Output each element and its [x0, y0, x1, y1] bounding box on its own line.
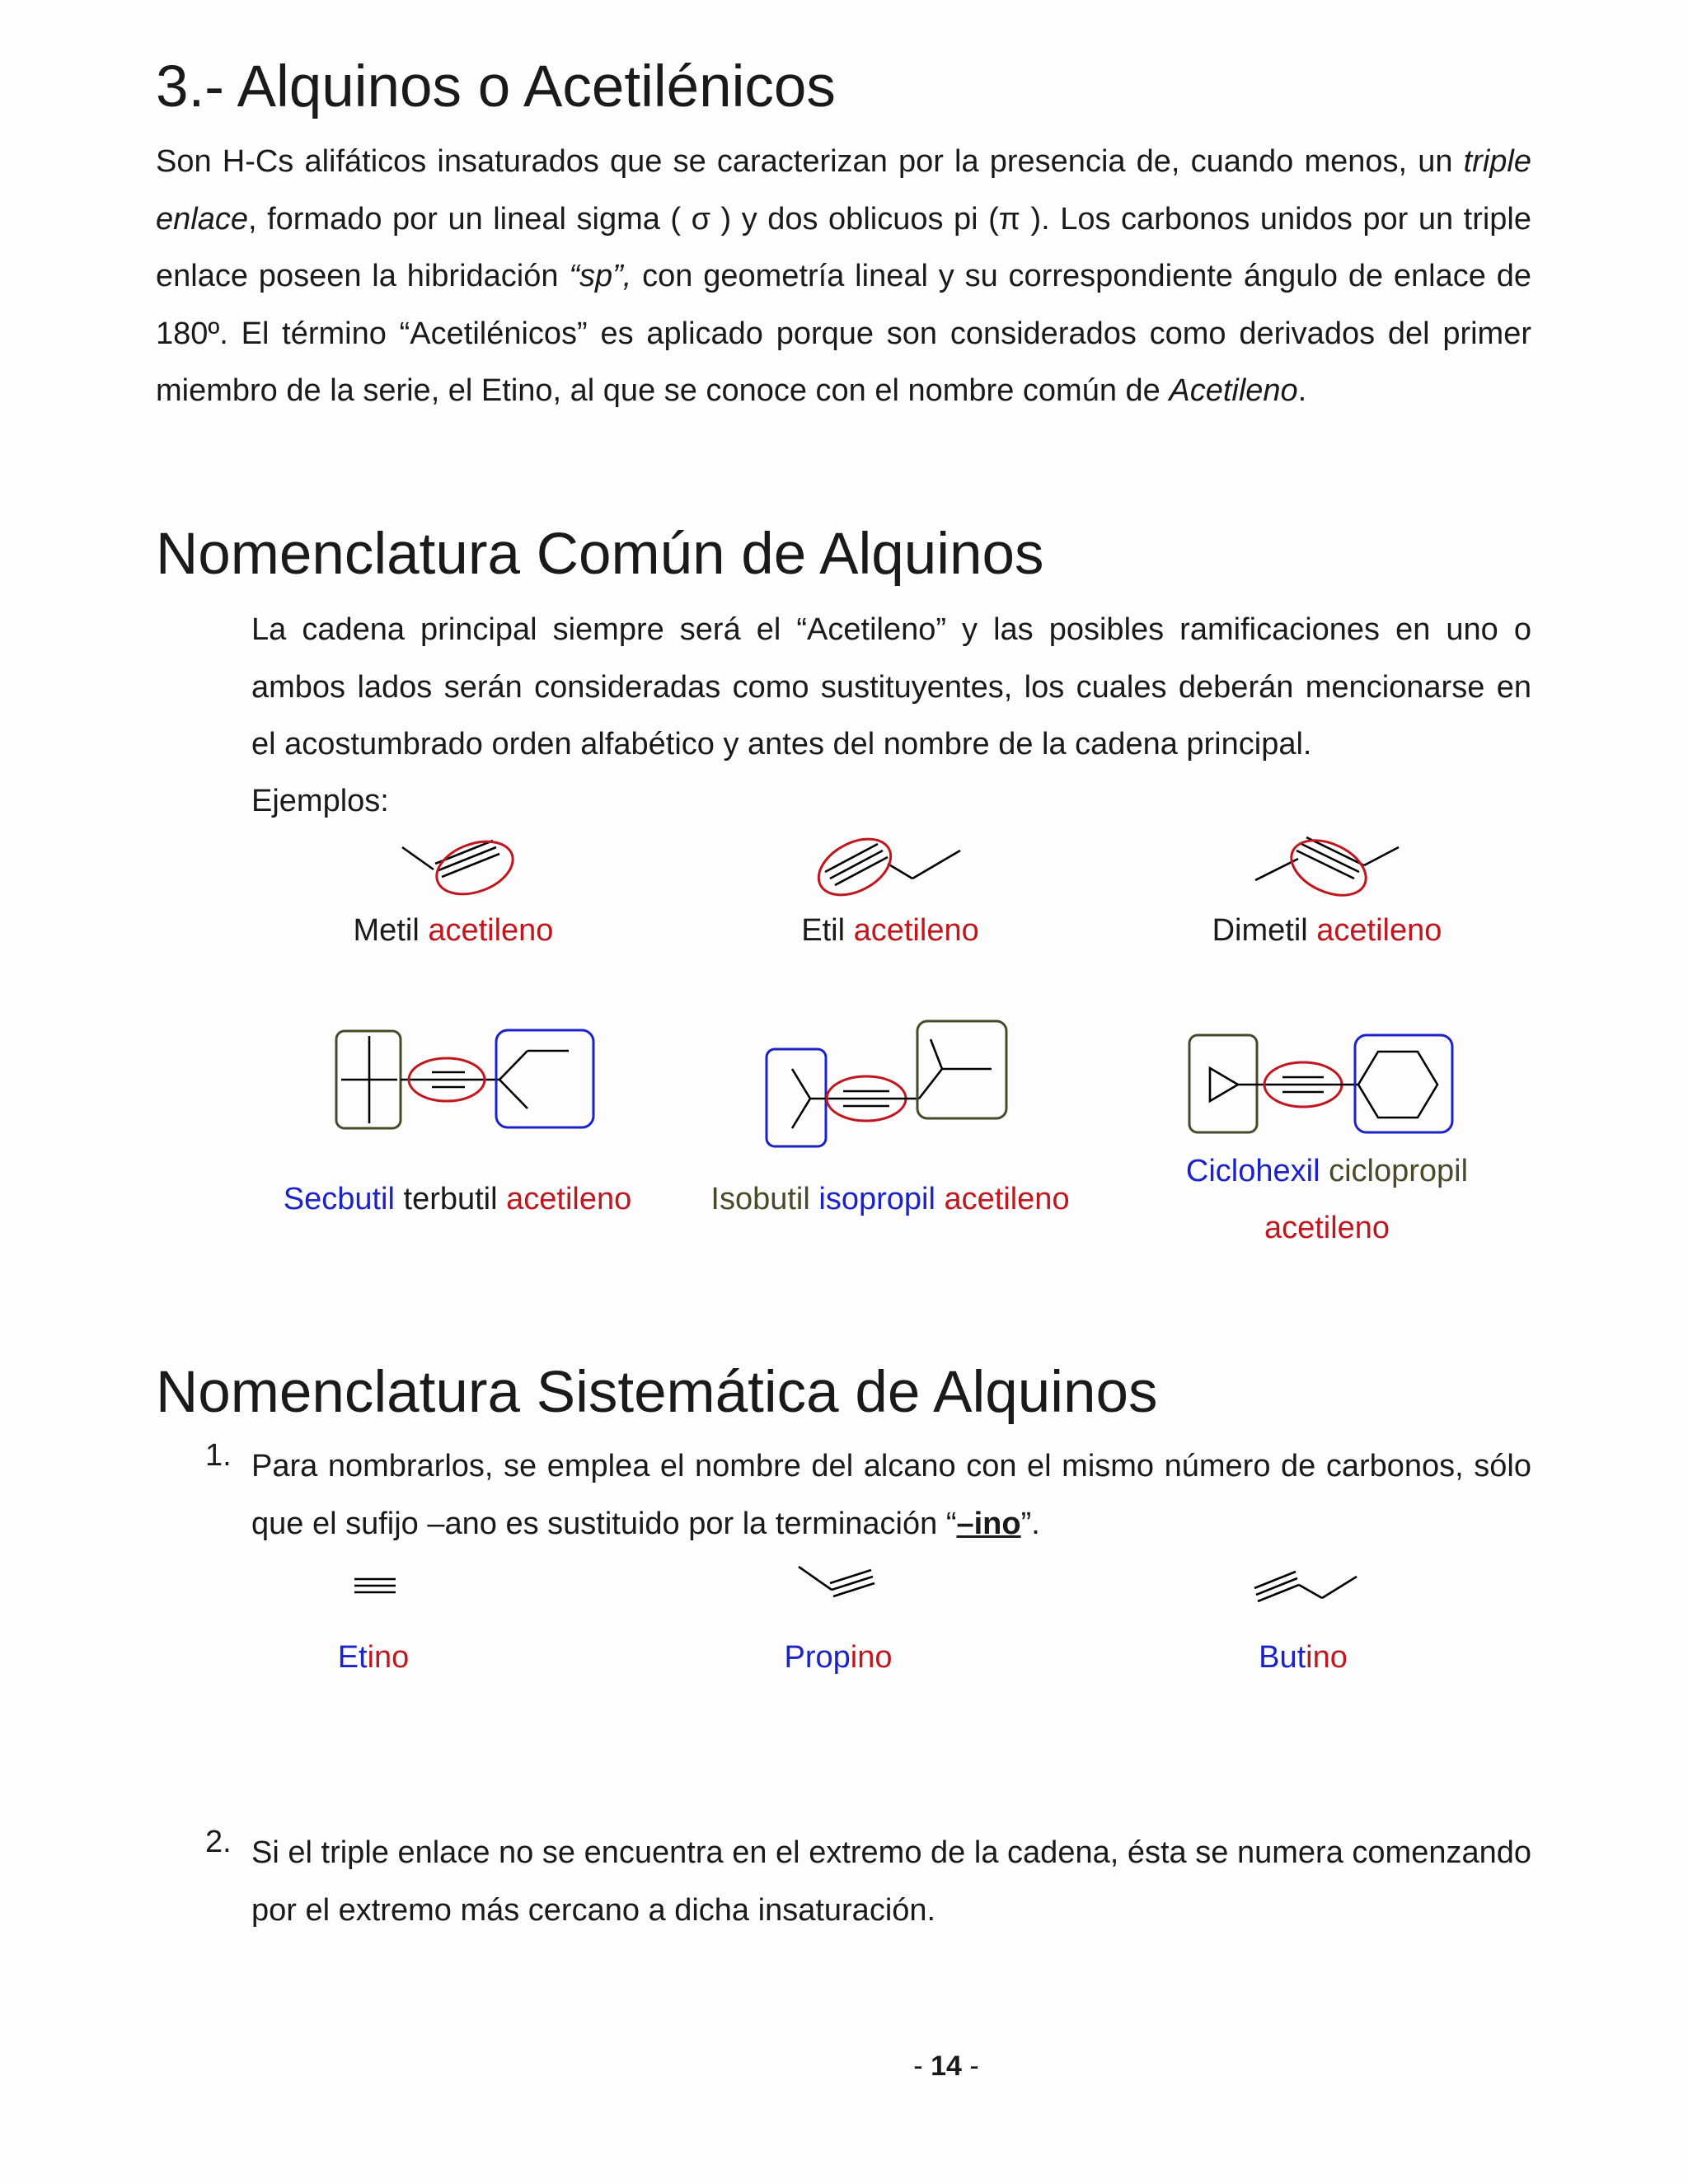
label-etino-root: Et: [337, 1640, 368, 1675]
common-paragraph: La cadena principal siempre será el “Acetileno” y las posibles ramificaciones en uno o ambos lados serán consideradas como sustituyentes, los cuales deberán mencionarse en el acostumbrado orden alfabético y antes del nombre de la cadena principal.: [251, 612, 1531, 762]
page-number: [0, 2050, 1688, 2083]
label-etino: [291, 1640, 456, 1675]
label-butino-suffix: ino: [1306, 1640, 1348, 1675]
etil-acetileno-structure: [812, 832, 968, 915]
label-propino: [756, 1640, 921, 1675]
item-1-end: ”.: [1020, 1506, 1040, 1541]
ciclohexil-ciclopropil-acetileno-structure: [1185, 1030, 1457, 1137]
intro-italic-acetileno: Acetileno: [1169, 373, 1298, 408]
intro-text-7: .: [1297, 373, 1307, 408]
intro-italic-sp: “sp”,: [569, 259, 632, 293]
label-metil-acetileno: [330, 913, 577, 949]
butino-structure: [1251, 1562, 1358, 1611]
item-1-suffix-ino: –ino: [956, 1506, 1021, 1541]
dimetil-acetileno-structure: [1249, 832, 1414, 915]
propino-structure: [795, 1562, 878, 1603]
item-2-text: Si el triple enlace no se encuentra en el extremo de la cadena, ésta se numera comenzando por el extremo más cercano a dicha insaturación.: [251, 1835, 1531, 1928]
item-2-number: 2.: [205, 1825, 232, 1859]
label-isobutil: Isobutil: [710, 1182, 819, 1216]
label-acetileno-line2: acetileno: [1264, 1211, 1390, 1245]
systematic-heading: Nomenclatura Sistemática de Alquinos: [156, 1360, 1158, 1425]
label-dimetil-acetileno: [1162, 913, 1492, 949]
label-secbutil: Secbutil: [283, 1182, 395, 1216]
page-number-value: 14: [931, 2050, 962, 2082]
label-ciclopropil: ciclopropil: [1320, 1154, 1469, 1188]
secbutil-terbutil-acetileno-structure: [330, 1026, 602, 1133]
label-acetileno: acetileno: [935, 1182, 1070, 1216]
item-1-body: Para nombrarlos, se emplea el nombre del alcano con el mismo número de carbonos, sólo que el sufijo –ano es sustituido por la terminación “: [251, 1449, 1531, 1541]
metil-acetileno-structure: [396, 832, 528, 915]
label-butino: [1221, 1640, 1386, 1675]
page-number-left: -: [913, 2050, 931, 2082]
label-etil: Etil: [801, 913, 854, 948]
label-acetileno: acetileno: [428, 913, 554, 948]
label-acetileno: acetileno: [506, 1182, 632, 1216]
common-heading: Nomenclatura Común de Alquinos: [156, 522, 1044, 587]
label-ciclohexil-ciclopropil: [1162, 1154, 1492, 1189]
label-isobutil-isopropil-acetileno: [692, 1182, 1088, 1217]
label-dimetil: Dimetil: [1212, 913, 1317, 948]
intro-text-3: , formado por un lineal sigma ( σ ) y dos oblicuos pi (π ). Los carbonos unidos por un triple enlace poseen la hibridación: [156, 201, 1531, 293]
section-title: 3.- Alquinos o Acetilénicos: [156, 54, 836, 120]
intro-text-1: Son H-Cs alifáticos insaturados que se caracterizan por la presencia de, cuando menos, un: [156, 144, 1464, 179]
label-metil: Metil: [353, 913, 429, 948]
isobutil-isopropil-acetileno-structure: [762, 1018, 1014, 1150]
page-number-right: -: [961, 2050, 979, 2082]
label-secbutil-terbutil-acetileno: [256, 1182, 659, 1217]
label-ciclohexil: Ciclohexil: [1185, 1154, 1320, 1188]
label-etino-suffix: ino: [367, 1640, 410, 1675]
label-butino-root: But: [1259, 1640, 1306, 1675]
intro-paragraph: [156, 134, 1531, 420]
examples-label: Ejemplos:: [251, 784, 389, 818]
item-1-number: 1.: [205, 1438, 232, 1473]
intro-text-5: con geometría lineal y su correspondiente ángulo de enlace de 180º. El término “Acetilénicos” es aplicado porque son considerados como derivados del primer miembro de la serie, el Etino, al que se conoce con el nombre común de: [156, 259, 1531, 408]
etino-structure: [353, 1574, 399, 1599]
intro-italic-triple-enlace: triple enlace: [156, 144, 1531, 237]
item-1-text: [251, 1438, 1531, 1553]
label-propino-root: Prop: [784, 1640, 851, 1675]
label-propino-suffix: ino: [850, 1640, 893, 1675]
label-etil-acetileno: [767, 913, 1014, 949]
label-acetileno: acetileno: [1316, 913, 1442, 948]
label-isopropil: isopropil: [818, 1182, 935, 1216]
label-terbutil: terbutil: [394, 1182, 507, 1216]
label-acetileno: acetileno: [853, 913, 979, 948]
